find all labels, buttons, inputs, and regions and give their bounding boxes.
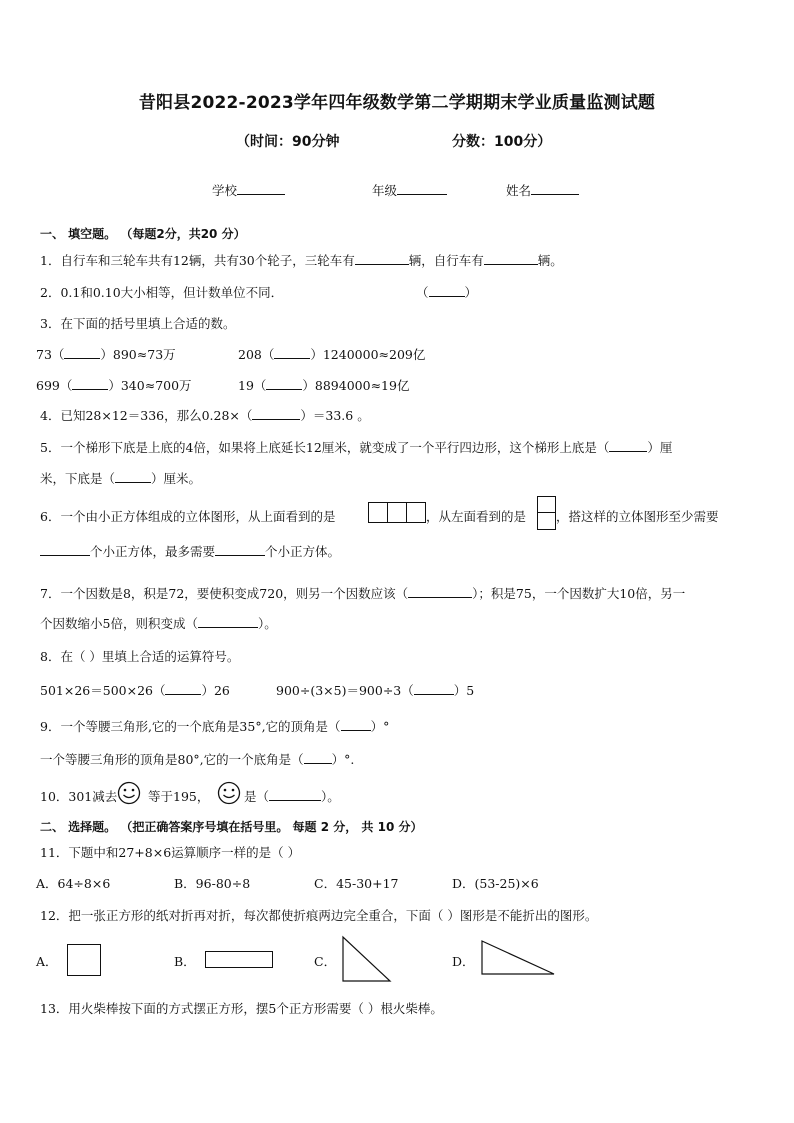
q5-text-c: 米，下底是（ [40, 471, 116, 486]
square-shape [67, 944, 101, 976]
page-title: 昔阳县2022-2023学年四年级数学第二学期期末学业质量监测试题 [138, 93, 656, 113]
q6-text-c: ，搭这样的立体图形至少需要 [556, 509, 719, 524]
time-label: （时间：90分钟 [236, 134, 340, 150]
q2-paren-open: （ [416, 285, 429, 300]
q10-blank[interactable] [269, 788, 321, 801]
q7-text-c: 个因数缩小5倍，则积变成（ [40, 616, 198, 631]
question-7-cont [40, 614, 277, 632]
grade-blank[interactable] [397, 182, 447, 195]
q3-r1b: ）890≈73万 [100, 347, 176, 362]
q4-text-a: 4．已知28×12＝336，那么0.28×（ [40, 408, 253, 423]
left-view-figure [537, 496, 556, 530]
q3-r2b: ）340≈700万 [108, 378, 192, 393]
q12-option-d[interactable]: D． [452, 954, 475, 969]
q8-e2b: ）5 [453, 683, 475, 698]
question-5-cont [40, 469, 201, 487]
q7-text-d: ）。 [257, 616, 277, 631]
section-1-heading: 一、 填空题。 （每题2分，共20 分） [40, 227, 246, 241]
smiley-face-icon [116, 781, 142, 805]
q5-text-d: ）厘米。 [151, 471, 202, 486]
q8-e1b: ）26 [201, 683, 230, 698]
q9-blank-1[interactable] [341, 718, 371, 731]
q12-option-c[interactable]: C． [314, 954, 337, 969]
q7-text-a: 7．一个因数是8，积是72，要使积变成720，则另一个因数应该（ [40, 586, 409, 601]
grade-field [372, 181, 447, 199]
q2-blank[interactable] [429, 284, 465, 297]
q9-blank-2[interactable] [304, 751, 332, 764]
question-6: 6．一个由小正方体组成的立体图形，从上面看到的是 [40, 509, 336, 524]
q6-text-e: 个小正方体。 [265, 544, 341, 559]
q10-text-c: 是（ [244, 789, 270, 804]
q3-row-2b [238, 376, 409, 394]
q3-r2a: 699（ [36, 378, 73, 393]
q1-text-a: 1．自行车和三轮车共有12辆，共有30个轮子，三轮车有 [40, 253, 355, 268]
question-11: 11．下题中和27+8×6运算顺序一样的是（ ） [40, 845, 301, 860]
q10-answer [244, 787, 340, 805]
q11-option-d[interactable]: D．(53-25)×6 [452, 876, 539, 891]
right-isosceles-triangle-shape [340, 935, 394, 983]
q5-text-a: 5．一个梯形下底是上底的4倍，如果将上底延长12厘米，就变成了一个平行四边形，这个梯形上底是（ [40, 440, 610, 455]
smiley-face-icon [216, 781, 242, 805]
q3-row-1a [36, 345, 176, 363]
q1-text-b: 辆，自行车有 [408, 253, 484, 268]
rectangle-shape [205, 951, 273, 968]
q8-blank-1[interactable] [165, 682, 201, 695]
name-label: 姓名 [506, 183, 532, 198]
school-blank[interactable] [237, 182, 285, 195]
q11-option-a[interactable]: A．64÷8×6 [36, 876, 111, 891]
question-9 [40, 717, 389, 735]
question-3: 3．在下面的括号里填上合适的数。 [40, 316, 236, 331]
q10-text-d: ）。 [321, 789, 340, 804]
q9-text-a: 9．一个等腰三角形,它的一个底角是35°,它的顶角是（ [40, 719, 341, 734]
section-2-heading: 二、 选择题。 （把正确答案序号填在括号里。 每题 2 分， 共 10 分） [40, 820, 423, 834]
q10-text-a: 10．301减去 [40, 789, 118, 804]
q9-text-c: 一个等腰三角形的顶角是80°,它的一个底角是（ [40, 752, 304, 767]
q4-blank[interactable] [252, 407, 300, 420]
q3-blank-1[interactable] [64, 346, 100, 359]
q3-blank-2[interactable] [274, 346, 310, 359]
q8-expr-1 [40, 681, 230, 699]
q3-blank-4[interactable] [266, 377, 302, 390]
q12-option-b[interactable]: B． [174, 954, 196, 969]
question-4 [40, 406, 370, 424]
q9-text-b: ）° [370, 719, 390, 734]
q3-row-2a [36, 376, 192, 394]
q3-r1a: 73（ [36, 347, 65, 362]
q8-e2a: 900÷(3×5)＝900÷3（ [276, 683, 414, 698]
school-label: 学校 [212, 183, 238, 198]
q7-blank-2[interactable] [198, 615, 258, 628]
q3-r1d: ）1240000≈209亿 [310, 347, 426, 362]
question-6-cont [40, 542, 340, 560]
q8-expr-2 [276, 681, 474, 699]
q1-text-c: 辆。 [537, 253, 563, 268]
q2-paren-close: ） [464, 285, 478, 300]
q6-text-d: 个小正方体，最多需要 [90, 544, 216, 559]
question-9-cont [40, 750, 354, 768]
q2-answer [416, 283, 477, 301]
question-1 [40, 251, 563, 269]
question-2 [40, 283, 283, 301]
q5-blank-2[interactable] [115, 470, 151, 483]
question-7 [40, 584, 685, 602]
q9-text-d: ）°. [331, 752, 355, 767]
q6-text-b: ，从左面看到的是 [426, 509, 527, 524]
q1-blank-2[interactable] [484, 252, 538, 265]
name-blank[interactable] [531, 182, 579, 195]
q7-text-b: ）；积是75，一个因数扩大10倍，另一 [472, 586, 686, 601]
q3-r2d: ）8894000≈19亿 [302, 378, 410, 393]
q3-r1c: 208（ [238, 347, 275, 362]
question-5 [40, 438, 672, 456]
q6-blank-2[interactable] [215, 543, 265, 556]
q8-blank-2[interactable] [414, 682, 454, 695]
score-label: 分数：100分） [452, 134, 552, 150]
q10-text-b: 等于195， [148, 789, 210, 804]
q7-blank-1[interactable] [408, 585, 472, 598]
question-13: 13．用火柴棒按下面的方式摆正方形，摆5个正方形需要（ ）根火柴棒。 [40, 1001, 443, 1016]
q5-text-b: ）厘 [647, 440, 673, 455]
q8-e1a: 501×26＝500×26（ [40, 683, 166, 698]
grade-label: 年级 [372, 183, 398, 198]
question-12: 12．把一张正方形的纸对折再对折，每次都使折痕两边完全重合，下面（ ）图形是不能折出的图形。 [40, 908, 598, 923]
q11-option-b[interactable]: B．96-80÷8 [174, 876, 251, 891]
q5-blank-1[interactable] [609, 439, 647, 452]
school-field [212, 181, 285, 199]
top-view-figure [368, 502, 426, 523]
q3-row-1b [238, 345, 425, 363]
q1-blank-1[interactable] [355, 252, 409, 265]
q2-text: 2．0.1和0.10大小相等，但计数单位不同． [40, 285, 284, 300]
name-field [506, 181, 579, 199]
q3-r2c: 19（ [238, 378, 267, 393]
q12-option-a[interactable]: A． [36, 954, 58, 969]
q11-option-c[interactable]: C．45-30+17 [314, 876, 399, 891]
q4-text-b: ）＝33.6 。 [300, 408, 370, 423]
q6-blank-1[interactable] [40, 543, 90, 556]
question-8: 8．在（ ）里填上合适的运算符号。 [40, 649, 240, 664]
q3-blank-3[interactable] [72, 377, 108, 390]
right-triangle-shape [478, 938, 558, 978]
